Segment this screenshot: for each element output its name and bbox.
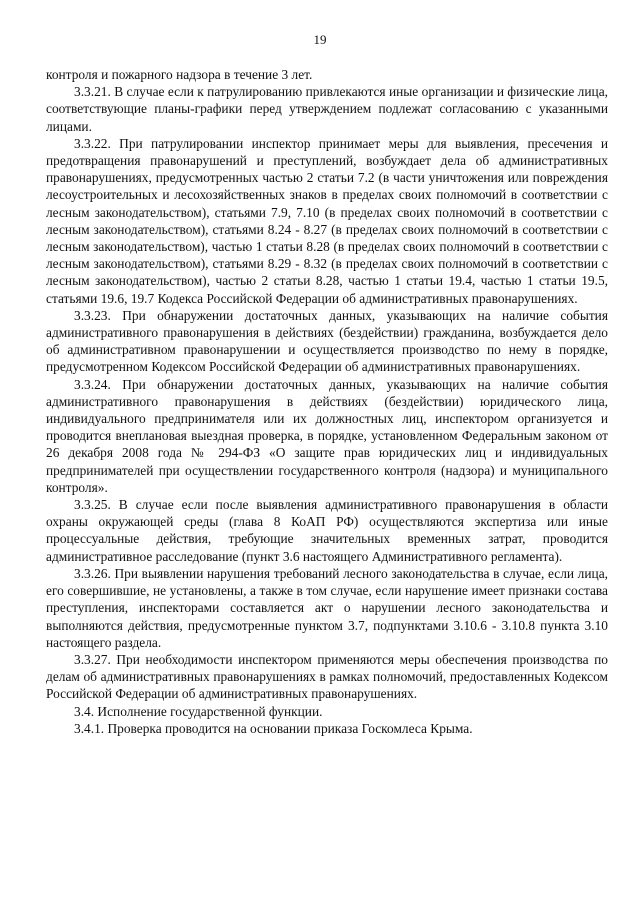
paragraph-3-3-23: 3.3.23. При обнаружении достаточных данных, указывающих на наличие события административного правонарушения в действиях (бездействии) гражданина, возбуждается дело об административном правонарушении и осуществляется производство по нему в порядке, предусмотренном Кодексом Российской Федерации об административных правонарушениях.	[46, 307, 608, 375]
paragraph-3-3-25: 3.3.25. В случае если после выявления административного правонарушения в области охраны окружающей среды (глава 8 КоАП РФ) осуществляются экспертиза или иные процессуальные действия, требующие значительных временных затрат, проводится административное расследование (пункт 3.6 настоящего Административного регламента).	[46, 497, 608, 564]
paragraph-3-4-1: 3.4.1. Проверка проводится на основании приказа Госкомлеса Крыма.	[74, 720, 473, 736]
page-number: 19	[313, 32, 327, 47]
paragraph-continuation: контроля и пожарного надзора в течение 3 лет.	[46, 67, 313, 82]
paragraph-3-3-21: 3.3.21. В случае если к патрулированию привлекаются иные организации и физические лица, соответствующие планы-графики перед утверждением подлежат согласованию с указанными лицами.	[46, 84, 608, 134]
paragraph-3-3-27: 3.3.27. При необходимости инспектором применяются меры обеспечения производства по делам об административных правонарушениях в рамках полномочий, предоставленных Кодексом Российской Федерации об административных правонарушениях.	[46, 651, 608, 702]
document-body	[46, 66, 608, 737]
paragraph-3-3-26: 3.3.26. При выявлении нарушения требований лесного законодательства в случае, если лица, его совершившие, не установлены, а также в том случае, если нарушение имеет признаки состава преступления, инспекторами составляется акт о нарушении лесного законодательства и выполняются действия, предусмотренные пунктом 3.7, подпунктами 3.10.6 - 3.10.8 пункта 3.10 настоящего раздела.	[46, 565, 608, 650]
section-heading-3-4: 3.4. Исполнение государственной функции.	[74, 703, 323, 719]
paragraph-3-3-24: 3.3.24. При обнаружении достаточных данных, указывающих на наличие события административного правонарушения в действиях (бездействии) юридического лица, индивидуального предпринимателя или их должностных лиц, инспектором организуется и проводится внеплановая выездная проверка, в порядке, установленном Федеральным законом от 26 декабря 2008 года № 294-ФЗ «О защите прав юридических лиц и индивидуальных предпринимателей при осуществлении государственного контроля (надзора) и муниципального контроля».	[46, 376, 608, 495]
paragraph-3-3-22: 3.3.22. При патрулировании инспектор принимает меры для выявления, пресечения и предотвращения правонарушений и преступлений, возбуждает дела об административных правонарушениях, предусмотренных частью 2 статьи 7.2 (в части уничтожения или повреждения лесоустроительных и лесохозяйственных знаков в пределах своих полномочий в соответствии с лесным законодательством), статьями 7.9, 7.10 (в пределах своих полномочий в соответствии с лесным законодательством), статьями 8.24 - 8.27 (в пределах своих полномочий в соответствии с лесным законодательством), частью 1 статьи 8.28 (в пределах своих полномочий в соответствии с лесным законодательством), статьями 8.29 - 8.32 (в пределах своих полномочий в соответствии с лесным законодательством), частью 2 статьи 8.28, частью 1 статьи 19.4, частью 1 статьи 19.5, статьями 19.6, 19.7 Кодекса Российской Федерации об административных правонарушениях.	[46, 135, 608, 306]
